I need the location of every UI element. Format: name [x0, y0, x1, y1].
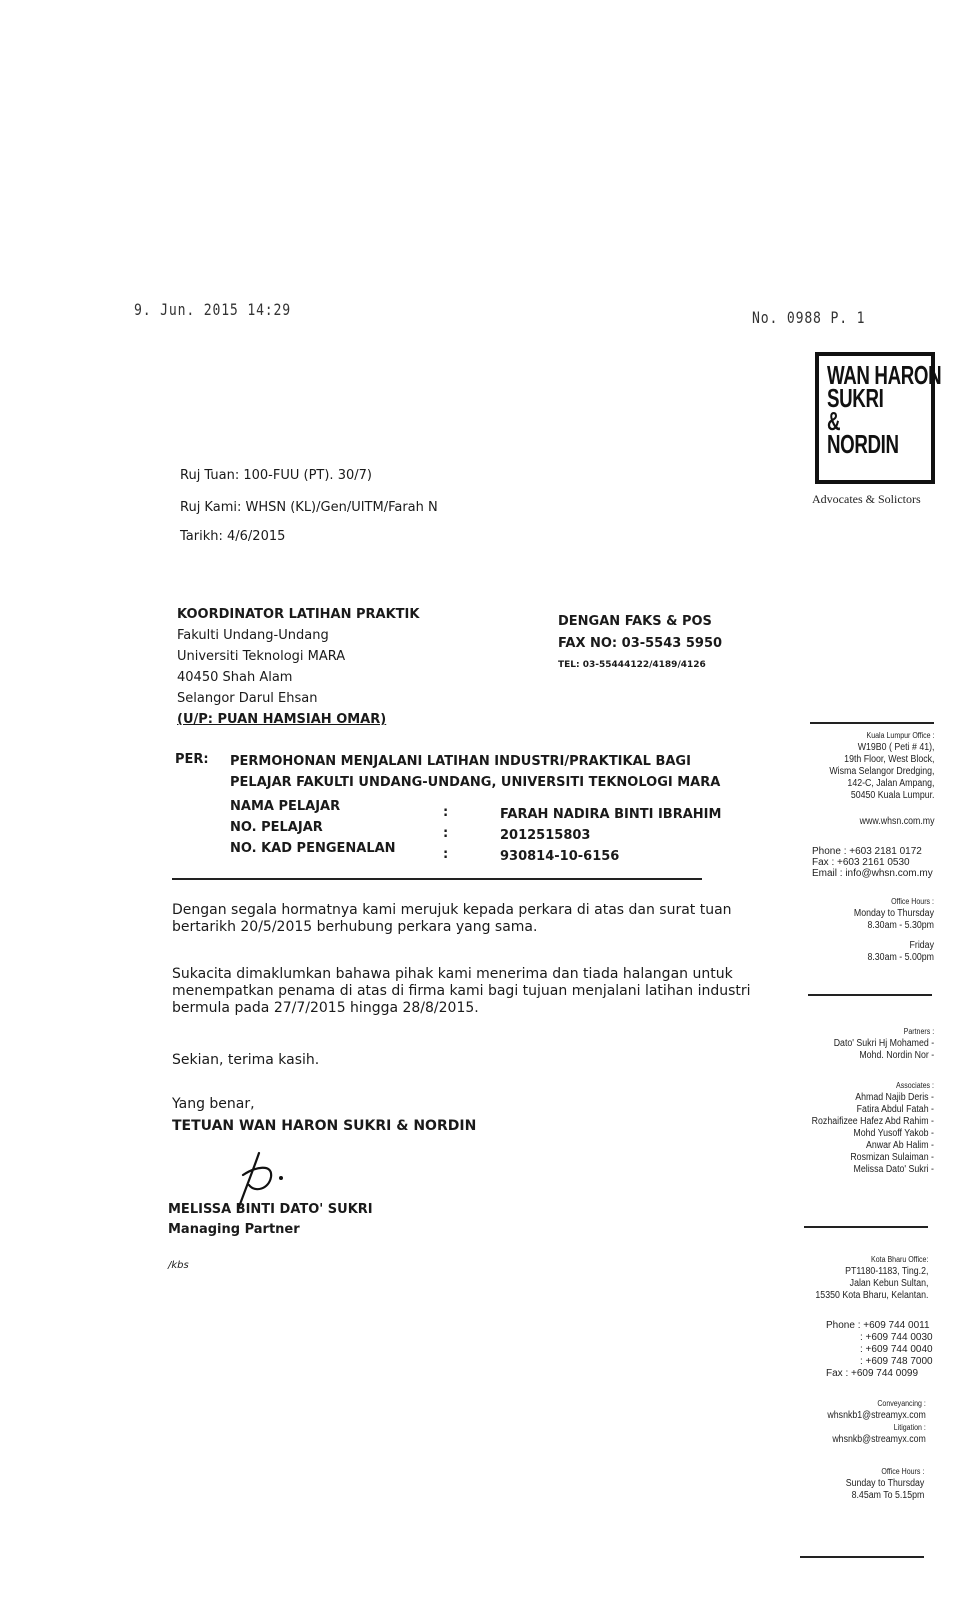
kl-office-block: [829, 730, 934, 828]
kl-address-line: 19th Floor, West Block,: [843, 754, 934, 765]
associate-name: Mohd Yusoff Yakob -: [853, 1128, 934, 1139]
recipient-line: Selangor Darul Ehsan: [177, 691, 318, 706]
field-value-kad: 930814-10-6156: [500, 849, 620, 864]
associate-name: Rosmizan Sulaiman -: [850, 1152, 934, 1163]
field-label-no-pelajar: NO. PELAJAR: [230, 820, 323, 835]
firm-logo-text: WAN HARON SUKRI & NORDIN: [827, 360, 942, 459]
field-value-no-pelajar: 2012515803: [500, 828, 591, 843]
kb-hours-block: [845, 1466, 924, 1502]
conveyancing-email: whsnkb1@streamyx.com: [827, 1410, 926, 1421]
kb-address-line: PT1180-1183, Ting.2,: [844, 1266, 928, 1277]
paragraph-2: [172, 966, 751, 1017]
kl-hours-line: 8.30am - 5.30pm: [867, 920, 934, 931]
delivery-tel: TEL: 03-55444122/4189/4126: [558, 660, 706, 670]
kl-hours-title: Office Hours :: [891, 897, 934, 906]
firm-logo: [815, 352, 942, 484]
kl-hours-line: 8.30am - 5.00pm: [867, 952, 934, 963]
associate-name: Rozhaifizee Hafez Abd Rahim -: [811, 1116, 934, 1127]
kl-office-title: Kuala Lumpur Office :: [866, 731, 934, 740]
kb-phone-line: Fax : +609 744 0099: [826, 1368, 919, 1379]
associates-title: Associates :: [896, 1081, 934, 1090]
kl-address-line: W19B0 ( Peti # 41),: [857, 742, 934, 753]
kb-phone-line: : +609 748 7000: [860, 1356, 933, 1367]
fax-datetime: 9. Jun. 2015 14:29: [134, 300, 291, 319]
sidebar-divider: [808, 994, 932, 996]
field-sep: :: [443, 847, 449, 862]
recipient-title: KOORDINATOR LATIHAN PRAKTIK: [177, 607, 420, 622]
subject-divider: [172, 878, 702, 880]
kb-hours-title: Office Hours :: [881, 1467, 924, 1476]
kl-hours-line: Friday: [909, 940, 934, 951]
kb-office-title: Kota Bharu Office:: [870, 1255, 928, 1264]
partner-name: Mohd. Nordin Nor -: [859, 1050, 934, 1061]
reference-initials: /kbs: [168, 1260, 189, 1271]
closing-salutation: Yang benar,: [172, 1096, 255, 1112]
sidebar-divider: [804, 1226, 928, 1228]
kb-phone-line: : +609 744 0040: [860, 1344, 933, 1355]
associates-block: [812, 1080, 934, 1176]
signatory-position: Managing Partner: [168, 1222, 300, 1237]
kb-office-block: [815, 1254, 928, 1302]
kb-emails: [828, 1398, 926, 1446]
associate-name: Ahmad Najib Deris -: [855, 1092, 934, 1103]
field-value-nama: FARAH NADIRA BINTI IBRAHIM: [500, 807, 722, 822]
paragraph-2-line: menempatkan penama di atas di firma kami bagi tujuan menjalani latihan industri: [172, 983, 751, 999]
kl-address-line: Wisma Selangor Dredging,: [828, 766, 934, 777]
partner-name: Dato' Sukri Hj Mohamed -: [833, 1038, 934, 1049]
conveyancing-title: Conveyancing :: [877, 1399, 926, 1408]
paragraph-2-line: bermula pada 27/7/2015 hingga 28/8/2015.: [172, 1000, 479, 1016]
partners-title: Partners :: [903, 1027, 934, 1036]
subject-line-2: PELAJAR FAKULTI UNDANG-UNDANG, UNIVERSITI TEKNOLOGI MARA: [230, 775, 721, 790]
kb-phone-line: Phone : +609 744 0011: [826, 1320, 930, 1331]
associate-name: Fatira Abdul Fatah -: [856, 1104, 934, 1115]
field-sep: :: [443, 805, 449, 820]
recipient-attention: (U/P: PUAN HAMSIAH OMAR): [177, 712, 387, 727]
kb-address-line: 15350 Kota Bharu, Kelantan.: [814, 1290, 928, 1301]
closing-firm: TETUAN WAN HARON SUKRI & NORDIN: [172, 1118, 477, 1134]
subject-field-labels: [230, 796, 396, 859]
subject-label: PER:: [175, 752, 209, 767]
ref-ruj-kami: Ruj Kami: WHSN (KL)/Gen/UITM/Farah N: [180, 500, 438, 515]
paragraph-1: [172, 902, 732, 936]
paragraph-2-line: Sukacita dimaklumkan bahawa pihak kami menerima dan tiada halangan untuk: [172, 966, 733, 982]
paragraph-1-line: bertarikh 20/5/2015 berhubung perkara yang sama.: [172, 919, 538, 935]
associate-name: Melissa Dato' Sukri -: [853, 1164, 934, 1175]
kl-address-line: 50450 Kuala Lumpur.: [850, 790, 934, 801]
kl-hours-line: Monday to Thursday: [853, 908, 934, 919]
kl-contact-line: Phone : +603 2181 0172: [812, 846, 922, 857]
delivery-mode: DENGAN FAKS & POS: [558, 614, 712, 629]
fax-page-number: No. 0988 P. 1: [752, 308, 866, 327]
ref-tarikh: Tarikh: 4/6/2015: [180, 529, 286, 544]
litigation-email: whsnkb@streamyx.com: [832, 1434, 926, 1445]
paragraph-1-line: Dengan segala hormatnya kami merujuk kepada perkara di atas dan surat tuan: [172, 902, 732, 918]
kb-hours-line: Sunday to Thursday: [845, 1478, 924, 1489]
kl-address-line: 142-C, Jalan Ampang,: [846, 778, 934, 789]
kl-hours-block: [854, 896, 934, 964]
field-label-nama: NAMA PELAJAR: [230, 799, 341, 814]
field-sep: :: [443, 826, 449, 841]
kb-hours-line: 8.45am To 5.15pm: [851, 1490, 924, 1501]
firm-tagline: Advocates & Solictors: [812, 492, 921, 506]
kb-address-line: Jalan Kebun Sultan,: [849, 1278, 928, 1289]
kb-phone-line: : +609 744 0030: [860, 1332, 933, 1343]
firm-website: www.whsn.com.my: [859, 816, 934, 827]
kb-phones: [826, 1320, 933, 1380]
delivery-fax: FAX NO: 03-5543 5950: [558, 636, 723, 651]
recipient-line: Fakulti Undang-Undang: [177, 628, 329, 643]
litigation-title: Litigation :: [893, 1423, 926, 1432]
partners-block: [834, 1026, 934, 1062]
paragraph-3: Sekian, terima kasih.: [172, 1052, 320, 1068]
sidebar-divider: [800, 1556, 924, 1558]
subject-field-seps: [443, 802, 448, 865]
subject-line-1: PERMOHONAN MENJALANI LATIHAN INDUSTRI/PRAKTIKAL BAGI: [230, 754, 691, 769]
kl-contact-line: Email : info@whsn.com.my: [812, 868, 933, 879]
associate-name: Anwar Ab Halim -: [866, 1140, 934, 1151]
ref-ruj-tuan: Ruj Tuan: 100-FUU (PT). 30/7): [180, 468, 372, 483]
sidebar-divider: [810, 722, 934, 724]
kl-contacts: [812, 846, 933, 879]
recipient-line: 40450 Shah Alam: [177, 670, 293, 685]
signatory-name: MELISSA BINTI DATO' SUKRI: [168, 1202, 373, 1217]
kl-contact-line: Fax : +603 2161 0530: [812, 857, 910, 868]
recipient-line: Universiti Teknologi MARA: [177, 649, 346, 664]
field-label-kad: NO. KAD PENGENALAN: [230, 841, 396, 856]
subject-field-values: [500, 804, 721, 867]
recipient-block: [177, 604, 419, 730]
